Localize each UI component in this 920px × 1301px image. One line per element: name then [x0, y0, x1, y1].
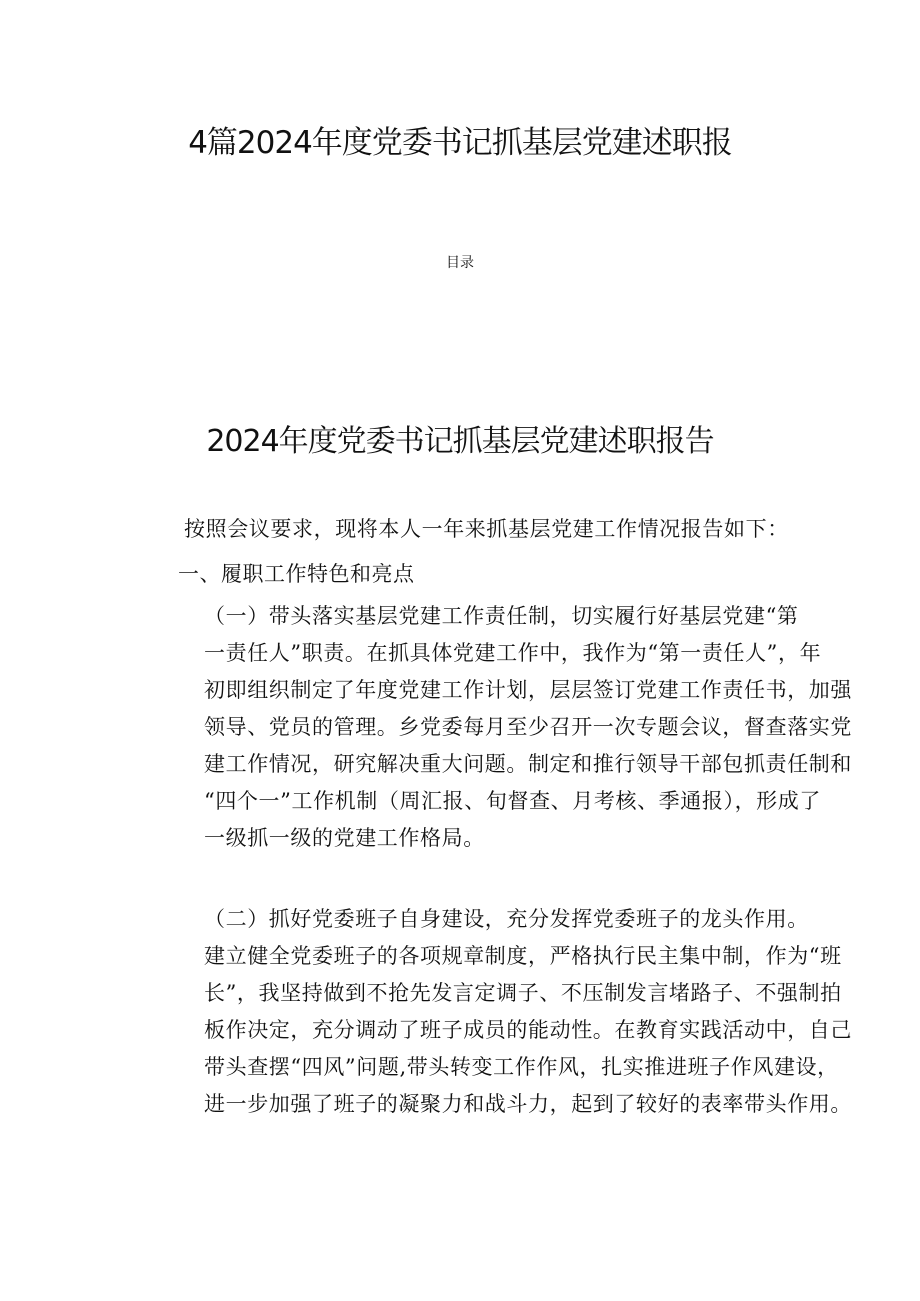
paragraph-1	[136, 598, 852, 857]
paragraph-line: 建工作情况，研究解决重大问题。制定和推行领导干部包抓责任制和	[204, 752, 852, 776]
paragraph-line: （一）带头落实基层党建工作责任制，切实履行好基层党建“第	[204, 604, 799, 628]
paragraph-line: 初即组织制定了年度党建工作计划，层层签订党建工作责任书，加强	[204, 678, 852, 702]
paragraph-line: 一级抓一级的党建工作格局。	[204, 826, 485, 850]
section-heading: 一、履职工作特色和亮点	[178, 562, 415, 586]
paragraph-line: 长”，我坚持做到不抢先发言定调子、不压制发言堵路子、不强制拍	[204, 981, 842, 1005]
paragraph-line: 板作决定，充分调动了班子成员的能动性。在教育实践活动中，自己	[204, 1018, 852, 1042]
paragraph-line: 领导、党员的管理。乡党委每月至少召开一次专题会议，督查落实党	[204, 715, 852, 739]
paragraph-line: “四个一”工作机制（周汇报、旬督查、月考核、季通报），形成了	[204, 789, 821, 813]
report-title: 2024年度党委书记抓基层党建述职报告	[206, 424, 714, 459]
paragraph-2	[136, 901, 852, 1123]
paragraph-line: （二）抓好党委班子自身建设，充分发挥党委班子的龙头作用。	[204, 907, 809, 931]
toc-label: 目录	[446, 255, 474, 271]
paragraph-line: 带头查摆“四风”问题,带头转变工作作风，扎实推进班子作风建设，	[204, 1055, 839, 1079]
intro-paragraph: 按照会议要求，现将本人一年来抓基层党建工作情况报告如下：	[184, 517, 789, 541]
paragraph-line: 进一步加强了班子的凝聚力和战斗力，起到了较好的表率带头作用。	[204, 1092, 852, 1116]
document-title: 4篇2024年度党委书记抓基层党建述职报	[188, 125, 732, 161]
paragraph-line: 建立健全党委班子的各项规章制度，严格执行民主集中制，作为“班	[204, 944, 842, 968]
paragraph-line: 一责任人”职责。在抓具体党建工作中，我作为“第一责任人”，年	[204, 641, 822, 665]
